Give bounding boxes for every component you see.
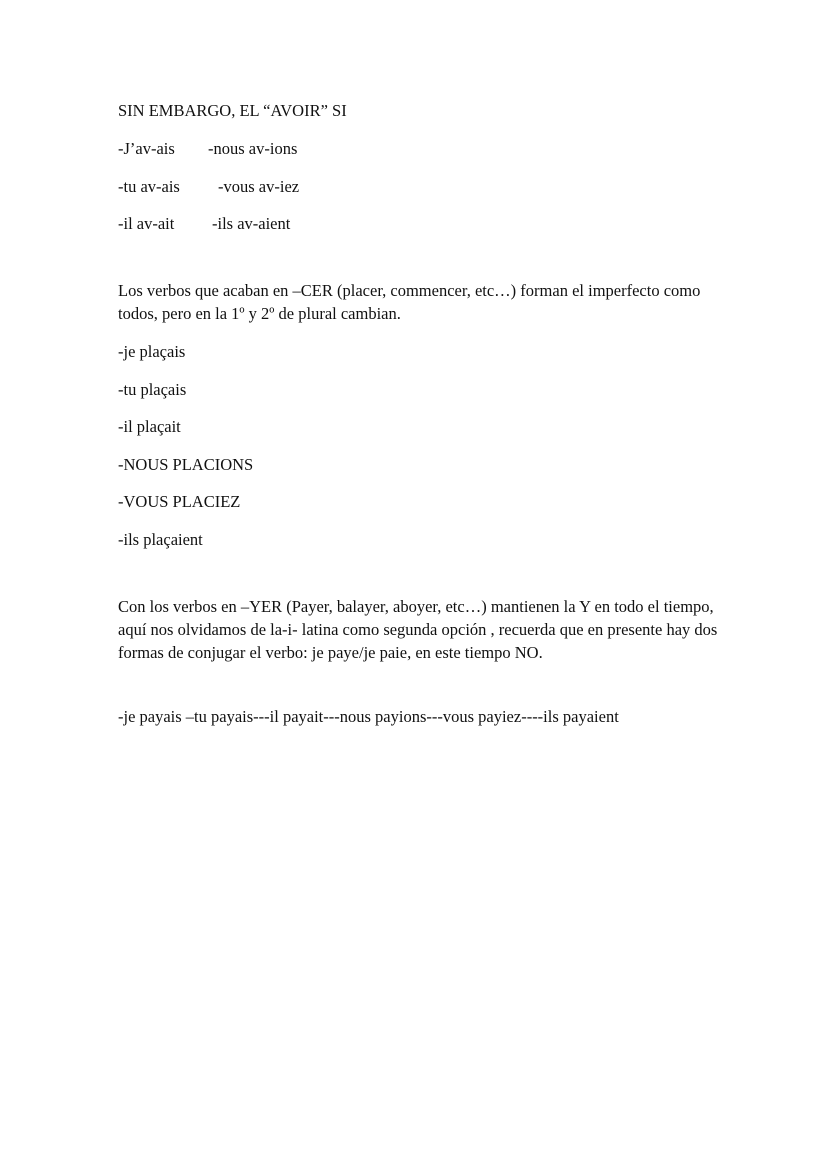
cer-form-2: -tu plaçais [118, 380, 187, 399]
avoir-row-3 [118, 213, 418, 235]
cer-form-3: -il plaçait [118, 417, 181, 436]
avoir-plural-2: -vous av-iez [218, 177, 300, 196]
cer-form-1: -je plaçais [118, 342, 186, 361]
avoir-singular-3: -il av-ait [118, 214, 175, 233]
cer-form-4: -NOUS PLACIONS [118, 455, 254, 474]
cer-paragraph: Los verbos que acaban en –CER (placer, commencer, etc…) forman el imperfecto como todos, pero en la 1º y 2º de plural cambian. [118, 281, 701, 323]
cer-form-5: -VOUS PLACIEZ [118, 492, 241, 511]
cer-form-6: -ils plaçaient [118, 530, 203, 549]
heading: SIN EMBARGO, EL “AVOIR” SI [118, 101, 347, 120]
avoir-singular-2: -tu av-ais [118, 177, 180, 196]
avoir-plural-1: -nous av-ions [208, 139, 298, 158]
yer-forms: -je payais –tu payais---il payait---nous payions---vous payiez----ils payaient [118, 707, 619, 726]
avoir-row-1 [118, 138, 418, 160]
yer-paragraph: Con los verbos en –YER (Payer, balayer, aboyer, etc…) mantienen la Y en todo el tiempo, aquí nos olvidamos de la-i- latina como segunda opción , recuerda que en presente hay dos formas de conjugar el verbo: je paye/je paie, en este tiempo NO. [118, 597, 718, 662]
avoir-plural-3: -ils av-aient [212, 214, 291, 233]
avoir-row-2 [118, 176, 418, 198]
avoir-singular-1: -J’av-ais [118, 139, 175, 158]
